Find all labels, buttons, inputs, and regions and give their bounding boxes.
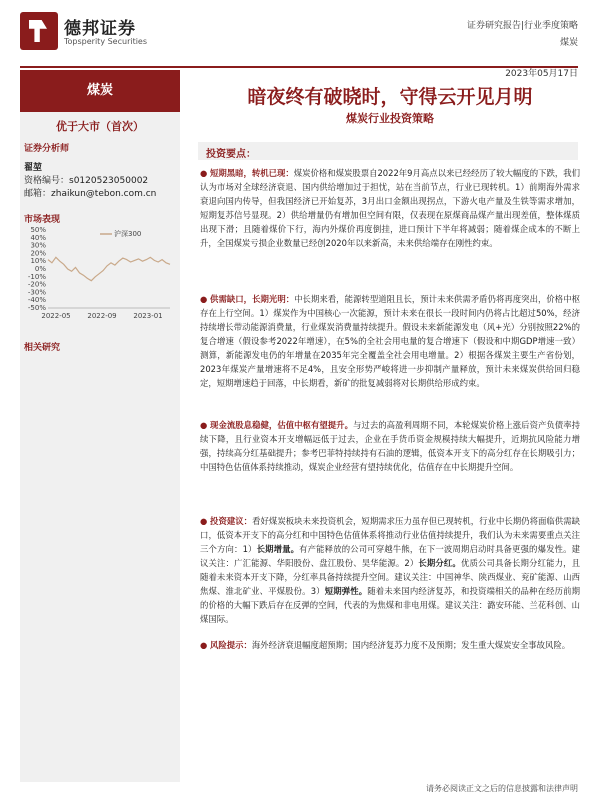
email-link[interactable]: zhaikun@tebon.com.cn — [51, 189, 157, 199]
legend — [100, 229, 141, 238]
y-axis — [28, 226, 46, 312]
point-heading: 现金流股息稳健，估值中枢有望提升。 — [210, 420, 353, 430]
point-cashflow — [200, 418, 580, 474]
point-text: 看好煤炭板块未来投资机会，短期需求压力虽存但已现转机，行业中长期仍将面临供需缺口，低资本开支下的高分红和中国特色估值体系将推动行业估值持续提升，我们认为未来需要重点关注三个方向：1） — [200, 516, 580, 554]
point-risk — [200, 638, 580, 652]
footer-disclaimer: 请务必阅读正文之后的信息披露和法律声明 — [426, 784, 578, 793]
point-text-2: 有产能释放的公司可穿越牛熊，在下一波周期启动时具备更强的爆发性。建议关注：广汇能源、华阳股份、盘江股份、昊华能源。2） — [200, 544, 581, 568]
brand-name-cn: 德邦证券 — [64, 19, 136, 39]
point-text-4: 随着未来国内经济复苏，和投资端相关的品种在经历前期的价格的大幅下跌后存在反弹的空间，代表的为焦煤和非电用煤。建议关注：潞安环能、兰花科创、山煤国际。 — [200, 586, 581, 624]
point-long-term — [200, 292, 580, 390]
analyst-label: 证券分析师 — [24, 144, 70, 154]
brand-name-en: Topsperity Securities — [64, 37, 148, 46]
y-tick-label: 30% — [30, 241, 46, 250]
bullet-icon: ● — [200, 516, 208, 526]
y-tick-label: 0% — [34, 265, 46, 273]
y-tick-label: -10% — [27, 272, 46, 281]
bullet-icon: ● — [200, 640, 208, 650]
cert-label: 资格编号： — [24, 176, 70, 186]
point-investment — [200, 514, 580, 626]
market-label: 市场表现 — [24, 215, 61, 225]
email-row — [24, 188, 156, 201]
x-tick-label: 2023-01 — [133, 312, 163, 320]
related-label: 相关研究 — [24, 343, 61, 353]
point-text-3: 优质公司具备长期分红能力，且随着未来资本开支下降，分红率具备持续提升空间。建议关注：中国神华、陕西煤业、兖矿能源、山西焦煤、淮北矿业、平煤股份。3） — [200, 558, 581, 596]
y-tick-label: -20% — [27, 280, 46, 289]
point-heading: 投资建议： — [210, 516, 253, 526]
point-text: 与过去的高盈利周期不同，本轮煤炭价格上涨后资产负债率持续下降，且行业资本开支增幅远低于过去，企业在手货币资金规模持续大幅提升，近期抗风险能力增强，持续高分红基础提升；参考巴菲特持续持有石油的逻辑，低资本开支下的高分红存在长期吸引力；中国特色估值体系持续推动，煤炭企业经营有望持续优化，估值存在中长期提升空间。 — [200, 420, 580, 472]
direction-3: 短期弹性。 — [324, 586, 368, 596]
report-date: 2023年05月17日 — [505, 69, 578, 79]
y-tick-label: -30% — [27, 288, 46, 297]
x-axis — [41, 308, 170, 320]
report-meta — [467, 18, 578, 83]
page-subtitle: 煤炭行业投资策略 — [346, 112, 434, 125]
brand-logo — [20, 12, 160, 52]
rating: 优于大市（首次） — [56, 120, 144, 133]
sidebar-industry: 煤炭 — [20, 70, 180, 112]
cert-number: s0120523050002 — [69, 176, 149, 186]
report-type: 证券研究报告|行业季度策略 — [466, 21, 578, 31]
point-text: 煤炭价格和煤炭股票自2022年9月高点以来已经经历了较大幅度的下跌，我们认为市场对全球经济衰退、国内供给增加过于担忧，站在当前节点，行业已现转机。1）前期海外需求衰退向国内传导，但我国经济已开始复苏，3月出口金额出现拐点，下游火电产量及生铁等需求增加，短期复苏信号显现。2）供给增量仍有增加但空间有限，仅表现在原煤商品煤产量出现差值，整体煤质出现下滑；且随着煤价下行，海内外煤价再度倒挂，进口预计下半年将减弱；随着煤企成本的不断上升，全国煤炭亏损企业数量已经创2020年以来新高，未来供给端存在刚性约束。 — [200, 168, 580, 248]
x-tick-label: 2022-09 — [87, 312, 117, 320]
point-heading: 短期黑暗，转机已现： — [209, 168, 294, 178]
y-tick-label: 50% — [30, 226, 46, 234]
point-short-term — [200, 166, 580, 250]
point-heading: 供需缺口，长期光明： — [210, 294, 295, 304]
y-tick-label: -40% — [27, 296, 46, 305]
brand-icon — [20, 12, 58, 50]
page-title: 暗夜终有破晓时，守得云开见月明 — [247, 86, 533, 108]
analyst-info — [24, 162, 156, 201]
email-label: 邮箱： — [24, 189, 52, 199]
legend-label: 沪深300 — [114, 230, 142, 238]
y-tick-label: 20% — [30, 249, 46, 258]
y-tick-label: 40% — [30, 233, 46, 242]
bullet-icon: ● — [200, 294, 208, 304]
header-divider — [20, 66, 578, 68]
market-performance-chart — [22, 226, 174, 326]
series-line-hs300 — [48, 257, 170, 280]
analyst-name: 翟堃 — [24, 163, 43, 173]
report-industry: 煤炭 — [559, 38, 578, 48]
section-title: 投资要点： — [206, 149, 256, 160]
bullet-icon: ● — [200, 168, 208, 178]
direction-1: 长期增量。 — [256, 544, 300, 554]
section-header — [198, 142, 578, 160]
direction-2: 长期分红。 — [418, 558, 461, 568]
point-heading: 风险提示： — [209, 640, 252, 650]
point-text: 中长期来看，能源转型道阻且长，预计未来供需矛盾仍将再度突出，价格中枢存在上行空间。1）煤炭作为中国核心一次能源，预计未来在很长一段时间内仍将占比超过50%，经济持续增长带动能源消费量，行业煤炭消费量持续提升。假设未来新能源发电（风+光）分别按照22%的复合增速（假设参考2022年增速），在5%的全社会用电量的复合增速下（假设和中期GDP增速一致）测算，新能源发电仍的年增量在2035年完全覆盖全社会用电增量。2）根据各煤炭主要生产省份划，2023年煤炭产量增速将不足4%，且安全形势严峻将进一步抑制产量释放，预计未来煤炭供给回归稳定，短期增速趋于回落，中长期看，新矿的批复减弱将对长期供给形成约束。 — [200, 294, 580, 388]
x-tick-label: 2022-05 — [41, 312, 71, 320]
point-text: 海外经济衰退幅度超预期；国内经济复苏力度不及预期；发生重大煤炭安全事故风险。 — [251, 640, 571, 650]
y-tick-label: 10% — [30, 257, 46, 266]
cert-row — [24, 175, 156, 188]
y-tick-label: -50% — [27, 304, 46, 312]
bullet-icon: ● — [200, 420, 208, 430]
